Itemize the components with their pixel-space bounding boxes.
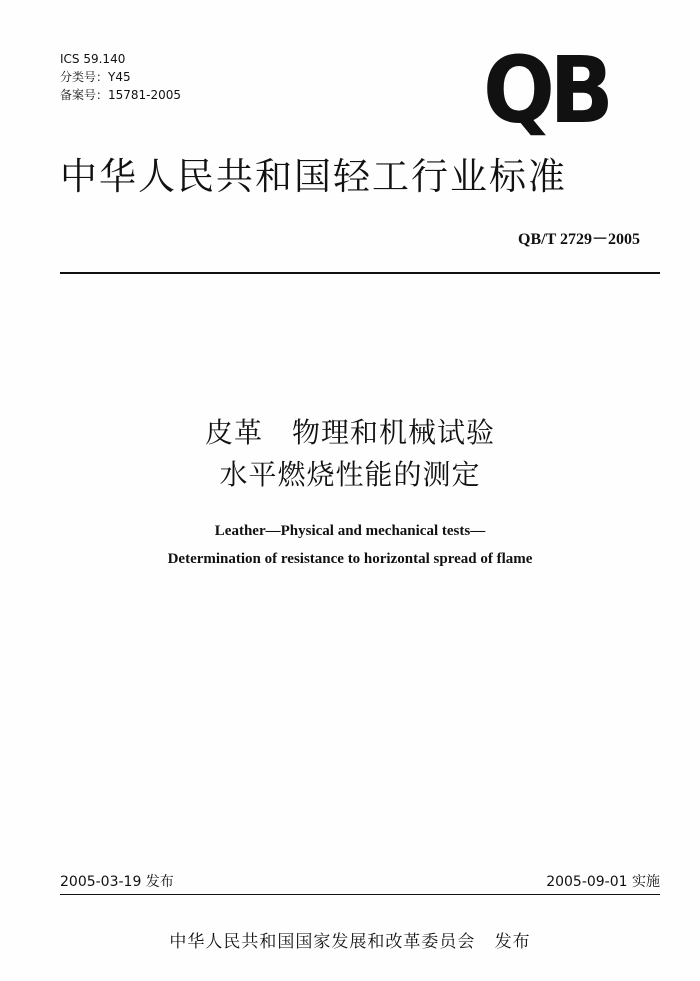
chinese-title-line-2: 水平燃烧性能的测定 [219, 458, 481, 491]
ics-number: ICS 59.140 [60, 52, 126, 66]
classification-number: 分类号：Y45 [60, 70, 131, 84]
issue-date: 2005-03-19 发布 [60, 874, 174, 890]
english-title-line-2: Determination of resistance to horizontal spread of flame [167, 551, 533, 567]
publisher: 中华人民共和国国家发展和改革委员会 发布 [169, 932, 531, 952]
standard-category-title: 中华人民共和国轻工行业标准 [60, 155, 567, 198]
chinese-title-line-1: 皮革 物理和机械试验 [204, 416, 495, 449]
bottom-divider [60, 894, 660, 895]
record-number: 备案号：15781-2005 [60, 88, 182, 102]
english-title-line-1: Leather—Physical and mechanical tests— [214, 523, 486, 539]
top-divider [60, 272, 660, 274]
qb-logo: QB [483, 37, 609, 144]
standard-code: QB/T 2729－2005 [518, 231, 640, 248]
implementation-date: 2005-09-01 实施 [546, 874, 660, 890]
